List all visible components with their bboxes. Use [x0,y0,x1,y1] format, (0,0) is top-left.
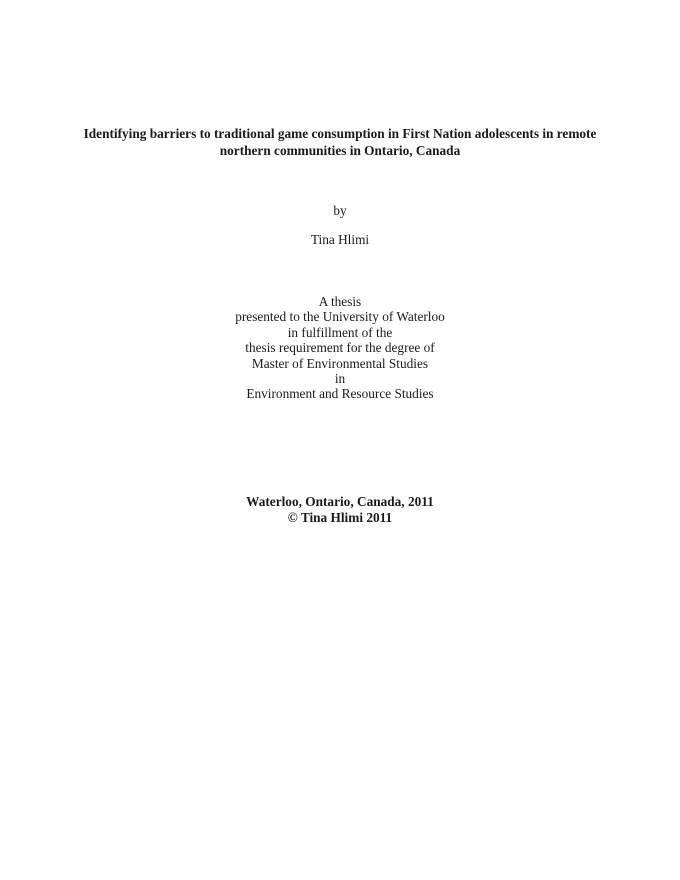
thesis-statement-line: in fulfillment of the [287,324,393,340]
thesis-statement-line: Environment and Resource Studies [246,386,434,402]
thesis-statement-line: in [334,371,346,387]
by-label: by [333,203,347,218]
author-name: Tina Hlimi [310,232,370,247]
thesis-statement-line: A thesis [318,294,362,309]
thesis-statement-line: thesis requirement for the degree of [245,340,435,356]
thesis-statement-line: presented to the University of Waterloo [235,309,445,325]
copyright-notice: © Tina Hlimi 2011 [287,510,393,525]
thesis-statement-line: Master of Environmental Studies [251,355,429,371]
thesis-statement [0,294,680,402]
thesis-title-line-1: Identifying barriers to traditional game consumption in First Nation adolescents in remote [83,126,597,141]
thesis-title [0,125,680,159]
place-date: Waterloo, Ontario, Canada, 2011 [246,494,434,509]
place-and-copyright [0,494,680,526]
thesis-title-line-2: northern communities in Ontario, Canada [219,143,461,158]
